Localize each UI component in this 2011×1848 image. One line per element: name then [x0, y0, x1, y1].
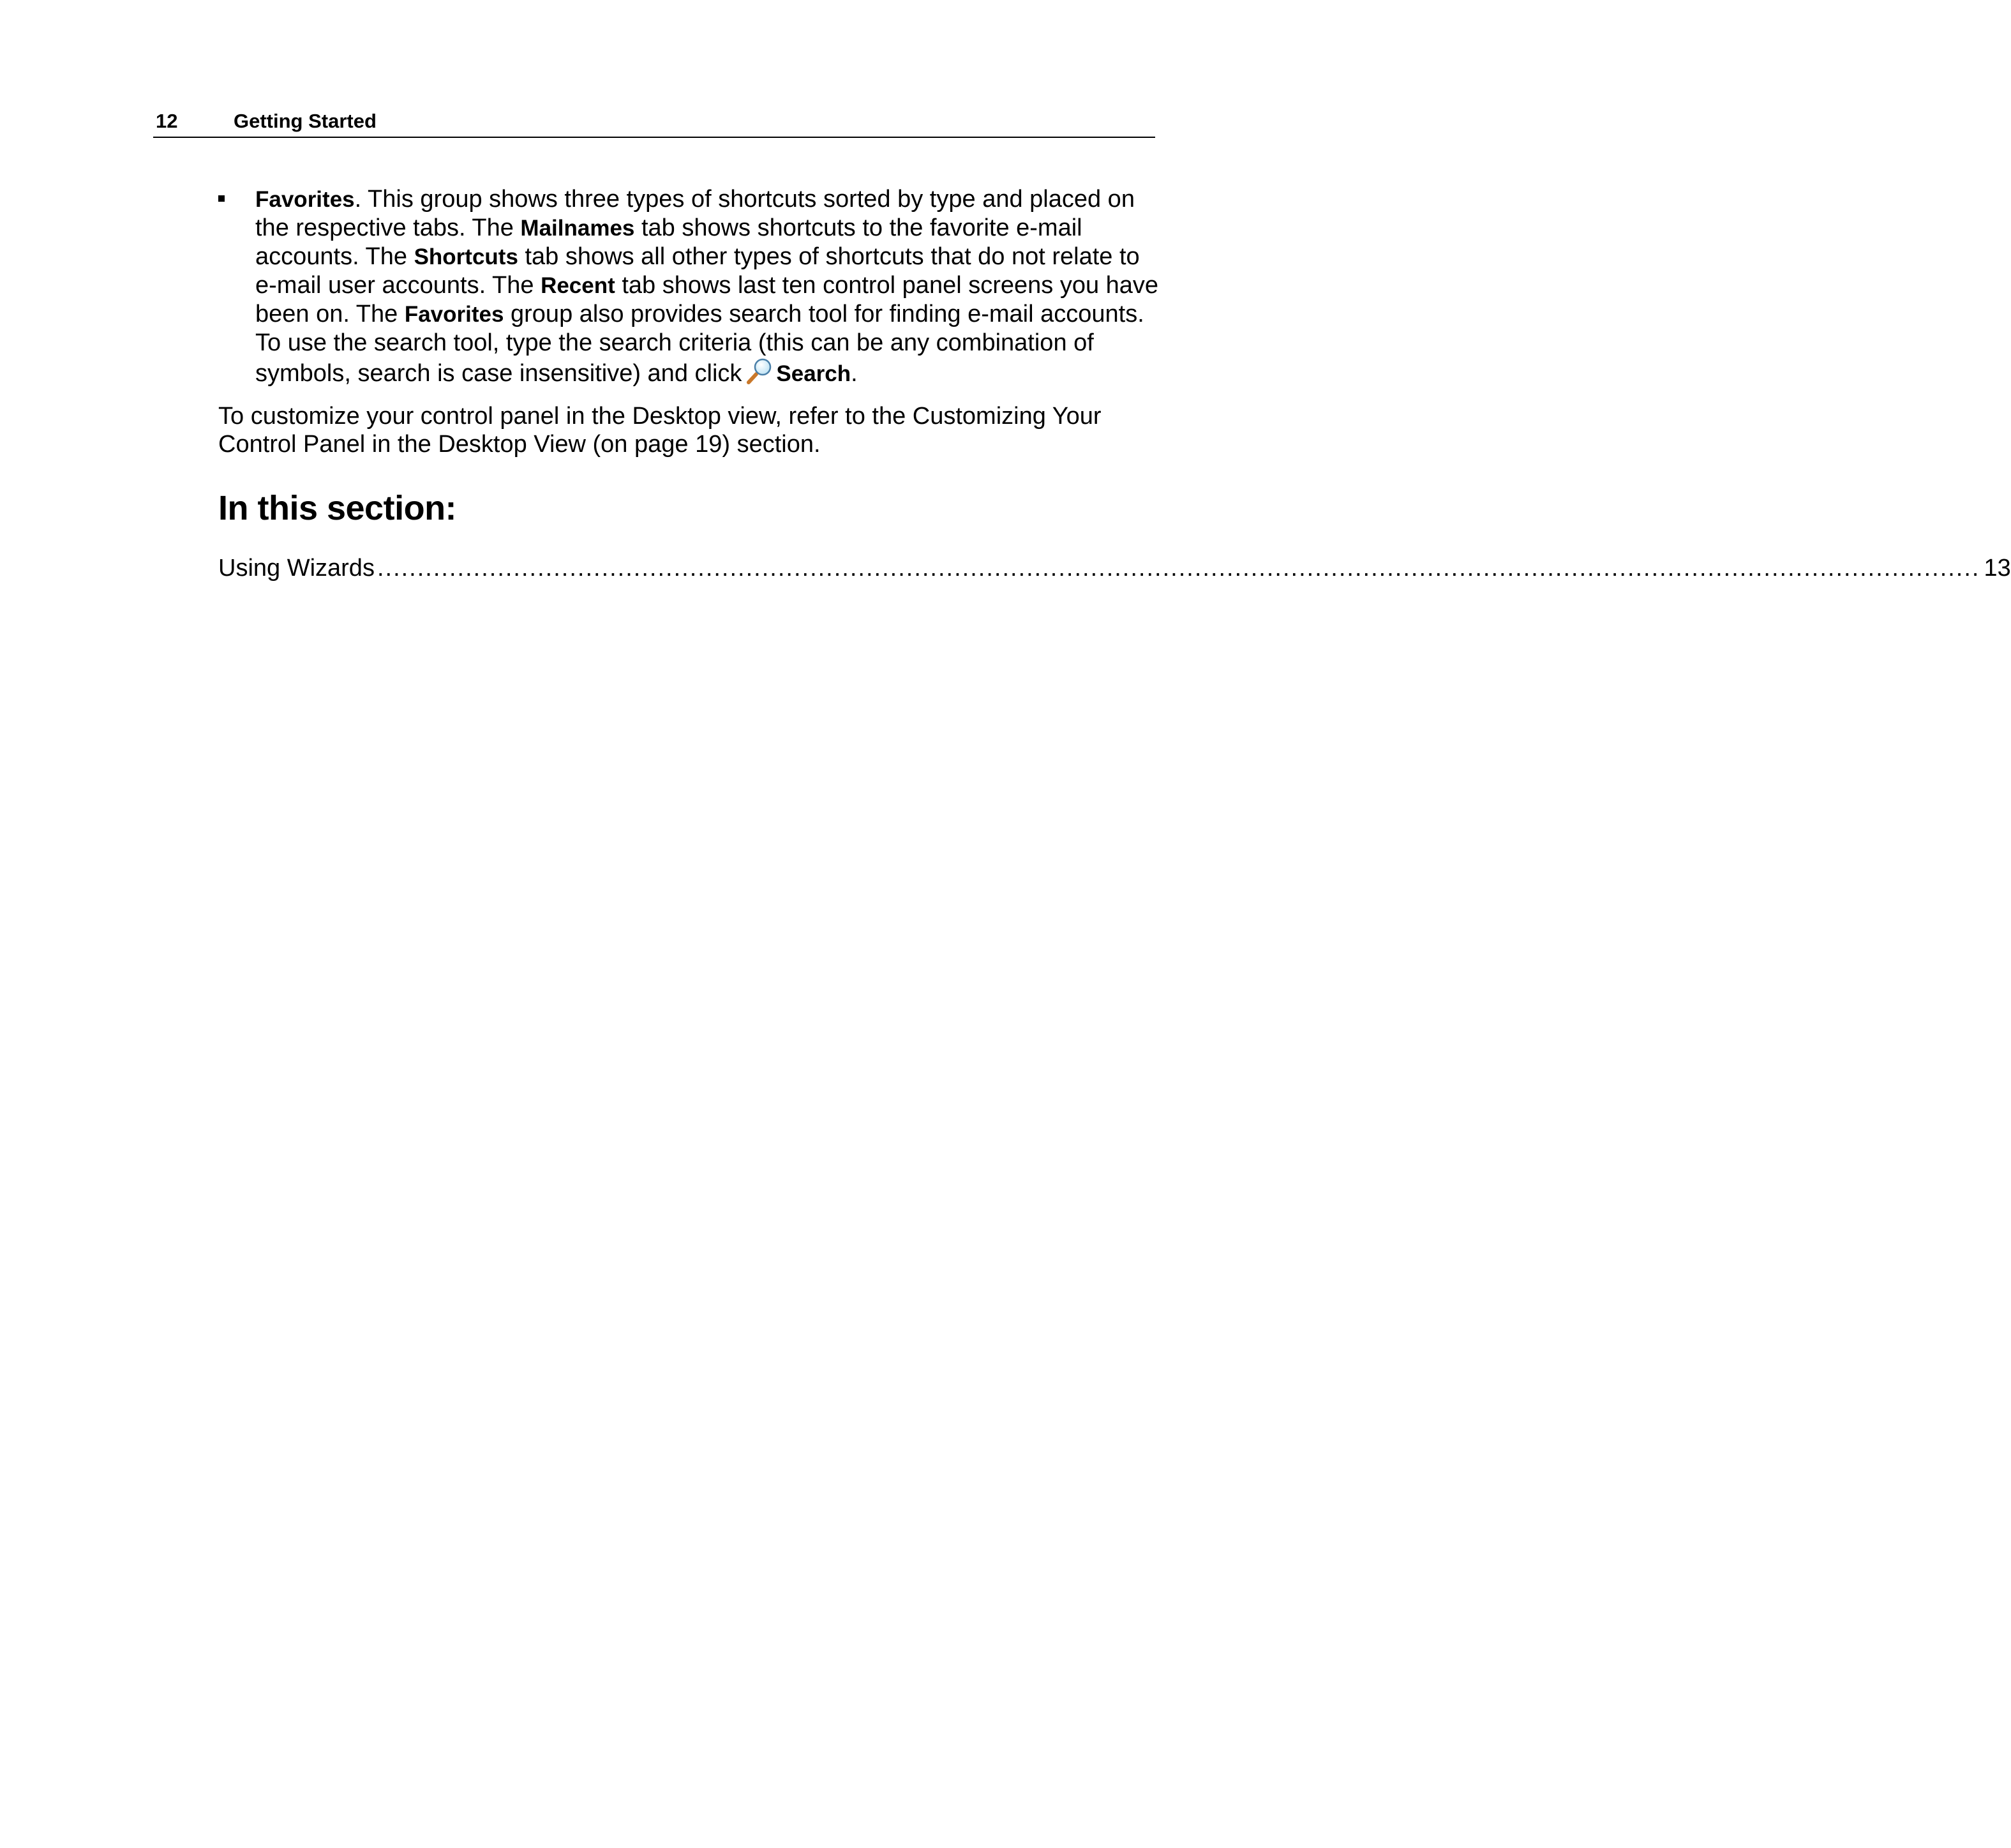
term-favorites: Favorites	[255, 187, 355, 212]
toc-entry-using-wizards[interactable]	[218, 554, 2011, 582]
search-magnifier-icon	[745, 357, 774, 385]
term-favorites-2: Favorites	[404, 302, 504, 327]
toc-dot-leader: ........................................................................................................................................................................................................	[377, 555, 1980, 582]
favorites-bullet-item	[218, 185, 1163, 388]
bullet-text-2: tab shows shortcuts to the favorite e-mail accounts. The	[255, 214, 1082, 270]
term-recent: Recent	[541, 273, 615, 298]
term-search: Search	[776, 361, 851, 386]
bullet-text-1: . This group shows three types of shortcuts sorted by type and placed on the respective tabs. The	[255, 186, 1135, 241]
customize-paragraph: To customize your control panel in the Desktop view, refer to the Customizing Your Control Panel in the Desktop View (on page 19) section.	[218, 403, 1102, 458]
page-header	[153, 107, 1155, 138]
square-bullet-icon	[218, 195, 225, 202]
bullet-text-3: tab shows all other types of shortcuts that do not relate to e-mail user accounts. The	[255, 243, 1140, 299]
toc-entry-label[interactable]: Using Wizards	[218, 555, 375, 582]
page-number: 12	[156, 110, 178, 132]
term-mailnames: Mailnames	[520, 216, 635, 241]
bullet-text-4: tab shows last ten control panel screens you have been on. The	[255, 272, 1159, 327]
page-content	[218, 185, 2011, 582]
toc-entry-page[interactable]: 13	[1984, 555, 2011, 582]
term-shortcuts: Shortcuts	[414, 244, 518, 269]
section-heading: In this section:	[218, 489, 457, 527]
running-title: Getting Started	[234, 110, 377, 132]
bullet-text-6: .	[851, 360, 858, 387]
bullet-text-5: group also provides search tool for finding e-mail accounts. To use the search tool, type the search criteria (this can be any combination of symbols, search is case insensitive) and click	[255, 301, 1144, 387]
